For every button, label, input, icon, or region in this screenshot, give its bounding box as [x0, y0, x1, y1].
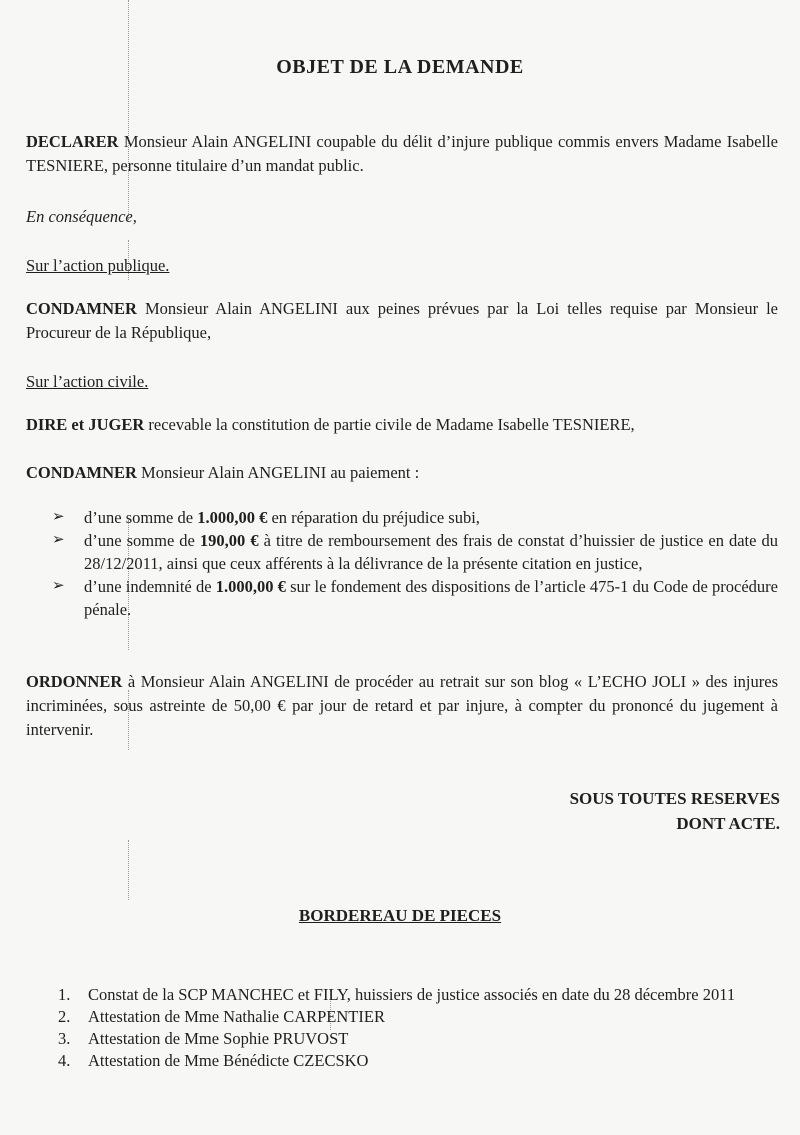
- paragraph-text: à Monsieur Alain ANGELINI de procéder au retrait sur son blog « L’ECHO JOLI » des injures incriminées, sous astreinte de 50,00 € par jour de retard et par injure, à compter du prononcé du jugement à intervenir.: [26, 672, 778, 739]
- list-item: [52, 529, 778, 575]
- keyword-ordonner: ORDONNER: [26, 672, 123, 691]
- piece-text: Constat de la SCP MANCHEC et FILY, huissiers de justice associés en date du 28 décembre 2011: [88, 985, 736, 1004]
- piece-text: Attestation de Mme Nathalie CARPENTIER: [88, 1007, 385, 1026]
- claim-text: d’une somme de: [84, 531, 200, 550]
- scan-artifact-line: [128, 840, 129, 900]
- piece-text: Attestation de Mme Bénédicte CZECSKO: [88, 1051, 369, 1070]
- paragraph-text: Monsieur Alain ANGELINI coupable du délit d’injure publique commis envers Madame Isabelle TESNIERE, personne titulaire d’un mandat public.: [26, 132, 778, 175]
- claim-text: sur le fondement des dispositions de l’article 475-1 du Code de procédure pénale.: [84, 577, 778, 619]
- keyword-condamner: CONDAMNER: [26, 299, 137, 318]
- list-item: [58, 1006, 758, 1028]
- closing-formula: [570, 786, 780, 836]
- paragraph-declarer: [26, 130, 778, 178]
- list-item: [52, 506, 778, 529]
- list-number: 3.: [58, 1029, 71, 1048]
- paragraph-text: Monsieur Alain ANGELINI au paiement :: [136, 463, 420, 482]
- closing-line: SOUS TOUTES RESERVES: [569, 789, 780, 808]
- keyword-dire-juger: DIRE et JUGER: [26, 415, 145, 434]
- consequence-line: En conséquence,: [26, 207, 137, 226]
- claim-amount: 1.000,00 €: [215, 577, 286, 596]
- piece-text: Attestation de Mme Sophie PRUVOST: [88, 1029, 349, 1048]
- paragraph-text: Monsieur Alain ANGELINI aux peines prévues par la Loi telles requise par Monsieur le Procureur de la République,: [26, 299, 778, 342]
- claim-text: d’une indemnité de: [84, 577, 216, 596]
- paragraph-ordonner: [26, 670, 778, 742]
- paragraph-condamner-peines: [26, 297, 778, 345]
- claims-list: [52, 506, 778, 621]
- arrow-bullet-icon: ➢: [52, 509, 65, 525]
- paragraph-dire-juger: [26, 413, 778, 437]
- list-number: 4.: [58, 1051, 71, 1070]
- arrow-bullet-icon: ➢: [52, 532, 65, 548]
- pieces-list: [58, 984, 758, 1072]
- list-number: 2.: [58, 1007, 71, 1026]
- list-number: 1.: [58, 985, 71, 1004]
- keyword-declarer: DECLARER: [26, 132, 119, 151]
- bordereau-title: BORDEREAU DE PIECES: [298, 906, 502, 925]
- paragraph-text: recevable la constitution de partie civile de Madame Isabelle TESNIERE,: [144, 415, 635, 434]
- list-item: [58, 1050, 758, 1072]
- document-title: OBJET DE LA DEMANDE: [276, 56, 524, 78]
- list-item: [52, 575, 778, 621]
- claim-text: à titre de remboursement des frais de constat d’huissier de justice en date du 28/12/2011, ainsi que ceux afférents à la délivrance de la présente citation en justice,: [84, 531, 778, 573]
- scan-artifact-line: [128, 0, 129, 220]
- claim-text: d’une somme de: [84, 508, 198, 527]
- closing-line: DONT ACTE.: [676, 814, 780, 833]
- heading-action-civile: Sur l’action civile.: [26, 372, 149, 391]
- claim-amount: 190,00 €: [199, 531, 259, 550]
- list-item: [58, 984, 758, 1006]
- claim-amount: 1.000,00 €: [197, 508, 268, 527]
- heading-action-publique: Sur l’action publique.: [26, 256, 170, 275]
- keyword-condamner: CONDAMNER: [26, 463, 137, 482]
- paragraph-condamner-paiement: [26, 461, 778, 485]
- arrow-bullet-icon: ➢: [52, 578, 65, 594]
- claim-text: en réparation du préjudice subi,: [267, 508, 480, 527]
- list-item: [58, 1028, 758, 1050]
